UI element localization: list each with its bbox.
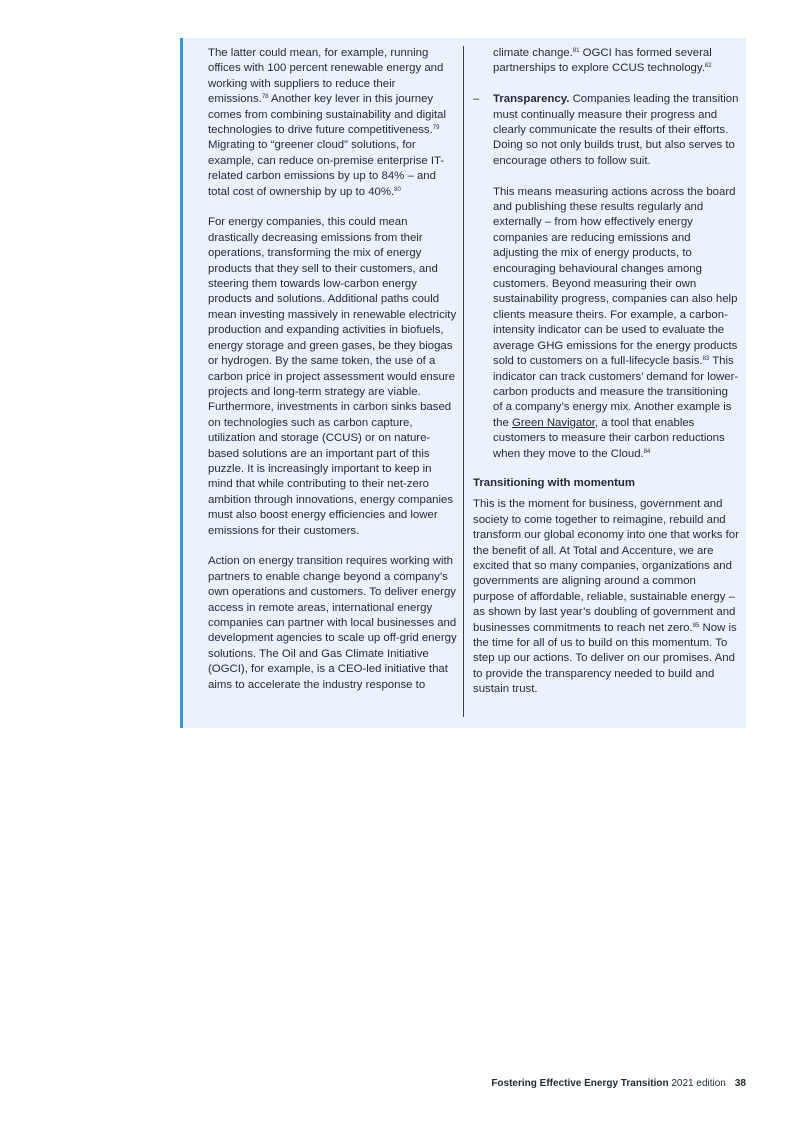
footer-title: Fostering Effective Energy Transition xyxy=(491,1078,669,1089)
green-navigator-link[interactable]: Green Navigator xyxy=(512,416,595,429)
footnote-ref[interactable]: 80 xyxy=(394,186,401,193)
footnote-ref[interactable]: 85 xyxy=(692,622,700,629)
bullet-title: Transparency. xyxy=(493,93,570,106)
bullet-transparency: – Transparency. Companies leading the transition must continually measure their progress and clearly communicate the results of their efforts. Doing so not only builds trust, but also serves to encourage others to follow suit. xyxy=(473,93,739,167)
footnote-ref[interactable]: 79 xyxy=(432,125,440,132)
page-number: 38 xyxy=(734,1078,746,1089)
paragraph-partners: Action on energy transition requires working with partners to enable change beyond a company’s own operations and customers. To deliver energy access in remote areas, international energy companies can partner with local businesses and development agencies to scale up off-grid energy solutions. The Oil and Gas Climate Initiative (OGCI), for example, is a CEO-led initiative that aims to accelerate the industry response to xyxy=(208,555,457,691)
footnote-ref[interactable]: 82 xyxy=(704,63,712,70)
paragraph-ogci-continued: climate change.$^{81}$ OGCI has formed several partnerships to explore CCUS technology.$^{82}$ xyxy=(493,47,712,75)
paragraph-measuring: This means measuring actions across the board and publishing these results regularly and externally – from how effectively energy companies are reducing emissions and adjusting the mix of energy products, to encouraging behavioural changes among customers. Beyond measuring their own sustainability progress, companies can also help clients measure theirs. For example, a carbon-intensity indicator can be used to evaluate the average GHG emissions for the energy products sold to customers on a full-lifecycle basis.$^{83}$ This indicator can track customers’ demand for lower-carbon products and measure the transitioning of a company’s energy mix. Another example is the Green Navigator, a tool that enables customers to measure their carbon reductions when they move to the Cloud.$^{84}$ xyxy=(493,185,739,460)
footnote-ref[interactable]: 81 xyxy=(572,48,580,54)
right-column xyxy=(473,46,739,698)
footnote-ref[interactable]: 83 xyxy=(702,356,710,363)
page-footer xyxy=(491,1077,746,1090)
column-divider xyxy=(463,46,464,717)
footnote-ref[interactable]: 84 xyxy=(643,448,651,455)
paragraph-energy-companies: For energy companies, this could mean drastically decreasing emissions from their operations, transforming the mix of energy products that they sell to their customers, and steering them towards low-carbon energy products and solutions. Additional paths could mean investing massively in renewable electricity production and expanding activities in biofuels, energy storage and green gases, be they biogas or hydrogen. By the same token, the use of a carbon price in project assessment would ensure projects and long-term strategy are viable. Furthermore, investments in carbon sinks based on technologies such as carbon capture, utilization and storage (CCUS) or on nature-based solutions are an important part of this puzzle. It is increasingly important to keep in mind that while contributing to their net-zero ambition through innovations, energy companies must also boost energy efficiencies and lower emissions for their customers. xyxy=(208,216,457,537)
paragraph-momentum: This is the moment for business, government and society to come together to reimagine, rebuild and transform our global economy into one that works for the benefit of all. At Total and Accenture, we are excited that so many companies, organizations and governments are aligning around a common purpose of affordable, reliable, sustainable energy – as shown by last year’s doubling of government and businesses commitments to reach net zero.$^{85}$ Now is the time for all of us to build on this momentum. To step up our actions. To deliver on our promises. And to provide the transparency needed to build and sustain trust. xyxy=(473,498,739,696)
panel-accent-rule xyxy=(180,38,183,728)
footer-edition: 2021 edition xyxy=(668,1078,726,1089)
section-heading: Transitioning with momentum xyxy=(473,476,635,489)
left-column xyxy=(208,46,458,693)
paragraph-digital-levers: The latter could mean, for example, running offices with 100 percent renewable energy and working with suppliers to reduce their emissions.$^{78}$ Another key lever in this journey comes from combining sustainability and digital technologies to drive future competitiveness.$^{79}$ Migrating to “greener cloud” solutions, for example, can reduce on-premise enterprise IT-related carbon emissions by up to 84% – and total cost of ownership by up to 40%.$^{80}$ xyxy=(208,47,447,198)
bullet-dash: – xyxy=(473,93,480,106)
footnote-ref[interactable]: 78 xyxy=(261,94,269,101)
